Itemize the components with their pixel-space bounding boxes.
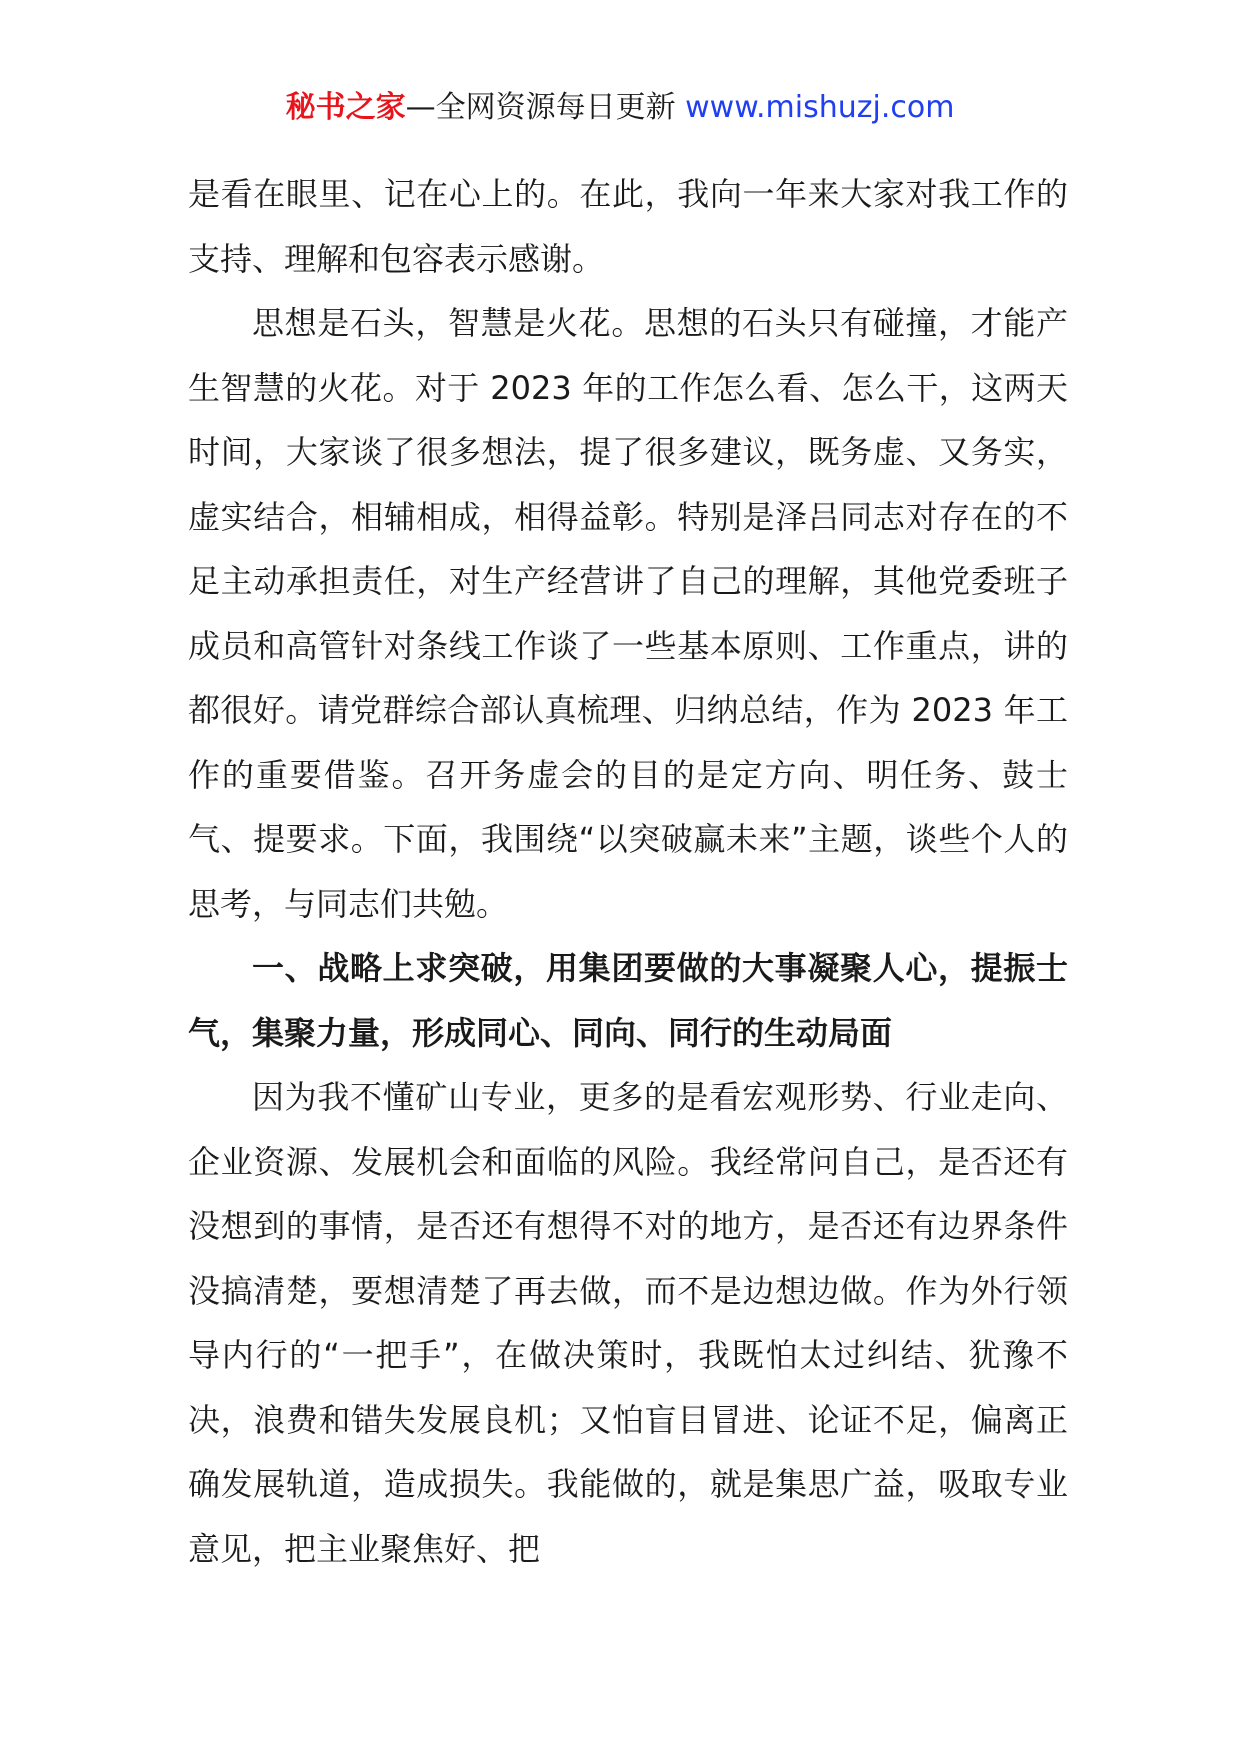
document-body: [188, 162, 1068, 1581]
paragraph-1: 是看在眼里、记在心上的。在此，我向一年来大家对我工作的支持、理解和包容表示感谢。: [188, 175, 1068, 278]
page-header: [0, 88, 1240, 128]
paragraph-2: 思想是石头，智慧是火花。思想的石头只有碰撞，才能产生智慧的火花。对于 2023 年的工作怎么看、怎么干，这两天时间，大家谈了很多想法，提了很多建议，既务虚、又务实，虚实结合，相辅相成，相得益彰。特别是泽吕同志对存在的不足主动承担责任，对生产经营讲了自己的理解，其他党委班子成员和高管针对条线工作谈了一些基本原则、工作重点，讲的都很好。请党群综合部认真梳理、归纳总结，作为 2023 年工作的重要借鉴。召开务虚会的目的是定方向、明任务、鼓士气、提要求。下面，我围绕“以突破赢未来”主题，谈些个人的思考，与同志们共勉。: [188, 304, 1068, 923]
section-heading-1: 一、战略上求突破，用集团要做的大事凝聚人心，提振士气，集聚力量，形成同心、同向、同行的生动局面: [188, 949, 1068, 1052]
header-tagline: —全网资源每日更新: [405, 90, 676, 125]
paragraph-3: 因为我不懂矿山专业，更多的是看宏观形势、行业走向、企业资源、发展机会和面临的风险。我经常问自己，是否还有没想到的事情，是否还有想得不对的地方，是否还有边界条件没搞清楚，要想清楚了再去做，而不是边想边做。作为外行领导内行的“一把手”，在做决策时，我既怕太过纠结、犹豫不决，浪费和错失发展良机；又怕盲目冒进、论证不足，偏离正确发展轨道，造成损失。我能做的，就是集思广益，吸取专业意见，把主业聚焦好、把: [188, 1078, 1068, 1568]
header-brand: 秘书之家: [285, 90, 406, 125]
header-url-link[interactable]: www.mishuzj.com: [685, 90, 955, 125]
